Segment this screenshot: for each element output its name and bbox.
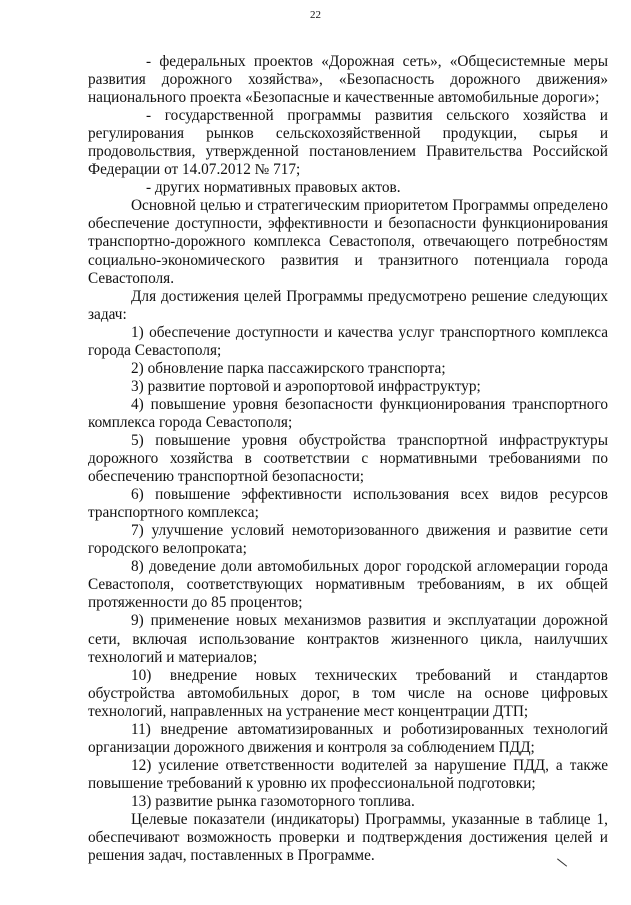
paragraph-other-acts: - других нормативных правовых актов. bbox=[146, 179, 401, 197]
paragraph-target-indicators: Целевые показатели (индикаторы) Программы, указанные в таблице 1, обеспечивают возможность проверки и подтверждения достижения целей и решения задач, поставленных в Программе. bbox=[88, 810, 608, 865]
task-item-12: 12) усиление ответственности водителей за нарушение ПДД, а также повышение требований к уровню их профессиональной подготовки; bbox=[88, 756, 608, 792]
task-item-11: 11) внедрение автоматизированных и роботизированных технологий организации дорожного движения и контроля за соблюдением ПДД; bbox=[88, 720, 608, 756]
task-item-6: 6) повышение эффективности использования всех видов ресурсов транспортного комплекса; bbox=[88, 486, 608, 522]
task-item-4: 4) повышение уровня безопасности функционирования транспортного комплекса города Севастополя; bbox=[88, 395, 608, 431]
task-item-1: 1) обеспечение доступности и качества услуг транспортного комплекса города Севастополя; bbox=[88, 323, 608, 359]
task-item-2: 2) обновление парка пассажирского транспорта; bbox=[131, 359, 446, 377]
paragraph-federal-projects: - федеральных проектов «Дорожная сеть», «Общесистемные меры развития дорожного хозяйства», «Безопасность дорожного движения» национального проекта «Безопасные и качественные автомобильные дороги»; bbox=[88, 53, 608, 107]
task-item-9: 9) применение новых механизмов развития и эксплуатации дорожной сети, включая использование контрактов жизненного цикла, наилучших технологий и материалов; bbox=[88, 612, 608, 666]
task-item-7: 7) улучшение условий немоторизованного движения и развитие сети городского велопроката; bbox=[88, 522, 608, 558]
paragraph-main-goal: Основной целью и стратегическим приоритетом Программы определено обеспечение доступности, эффективности и безопасности функционирования транспортно-дорожного комплекса Севастополя, отвечающего потребностям социально-экономического развития и транзитного потенциала города Севастополя. bbox=[88, 197, 608, 287]
task-item-10: 10) внедрение новых технических требований и стандартов обустройства автомобильных дорог, в том числе на основе цифровых технологий, направленных на устранение мест концентрации ДТП; bbox=[88, 666, 608, 720]
document-body bbox=[88, 53, 608, 865]
task-item-3: 3) развитие портовой и аэропортовой инфраструктур; bbox=[131, 377, 481, 395]
task-item-5: 5) повышение уровня обустройства транспортной инфраструктуры дорожного хозяйства в соответствии с нормативными требованиями по обеспечению транспортной безопасности; bbox=[88, 431, 608, 486]
task-item-13: 13) развитие рынка газомоторного топлива. bbox=[131, 792, 415, 810]
page-number: 22 bbox=[310, 9, 321, 21]
task-item-8: 8) доведение доли автомобильных дорог городской агломерации города Севастополя, соответствующих нормативным требованиям, в их общей протяженности до 85 процентов; bbox=[88, 558, 608, 612]
paragraph-state-program: - государственной программы развития сельского хозяйства и регулирования рынков сельскохозяйственной продукции, сырья и продовольствия, утвержденной постановлением Правительства Российской Федерации от 14.07.2012 № 717; bbox=[88, 107, 608, 179]
paragraph-tasks-intro: Для достижения целей Программы предусмотрено решение следующих задач: bbox=[88, 287, 608, 323]
